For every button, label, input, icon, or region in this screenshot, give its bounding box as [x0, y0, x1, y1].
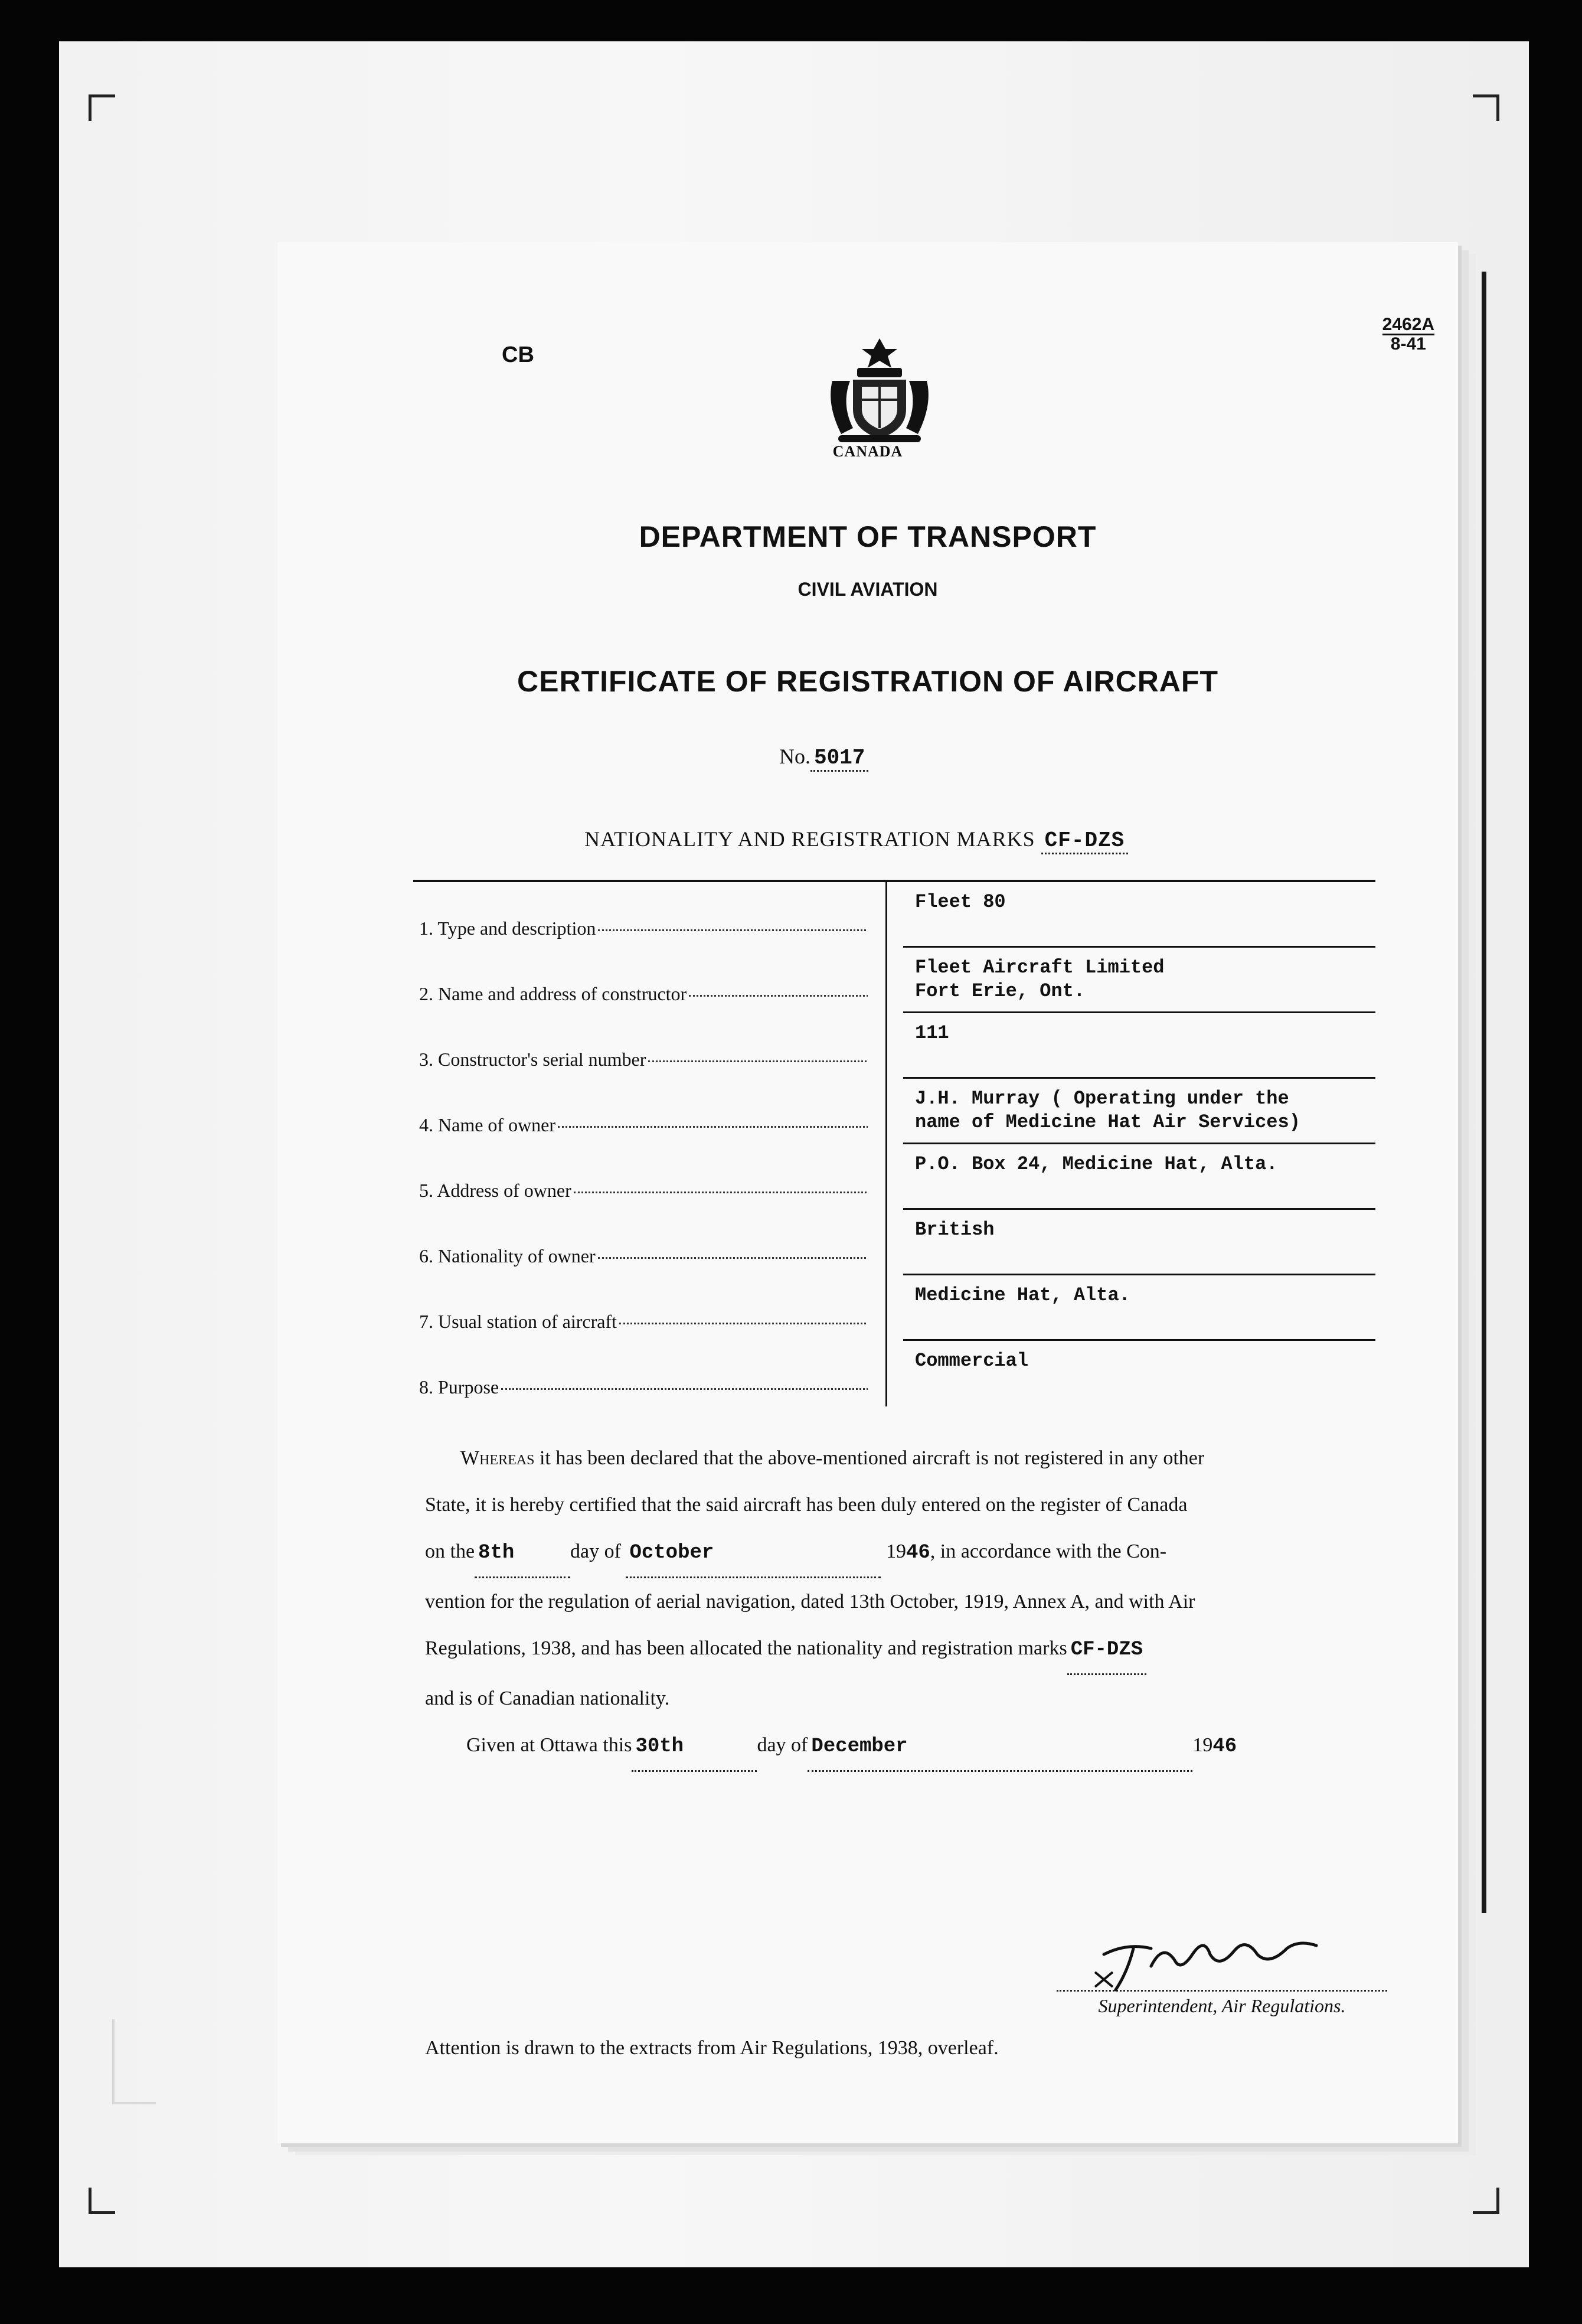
underlying-page-edge: [1482, 272, 1486, 1913]
field-label: 4. Name of owner: [419, 1114, 868, 1136]
declaration-marks: CF-DZS: [1067, 1627, 1146, 1675]
certificate-number: [779, 744, 868, 772]
certificate-document: [277, 242, 1458, 2143]
table-row: [413, 948, 1375, 1013]
form-number: [1382, 316, 1434, 353]
entry-day: 8th: [475, 1530, 570, 1578]
table-row: [413, 1210, 1375, 1275]
field-value: British: [903, 1218, 1375, 1275]
department-title: DEPARTMENT OF TRANSPORT: [639, 520, 1097, 553]
table-row: [413, 882, 1375, 948]
signatory-title: Superintendent, Air Regulations.: [1098, 1995, 1346, 2016]
crop-mark-top-right: [1473, 94, 1499, 121]
certificate-number-value: 5017: [810, 746, 868, 772]
certificate-number-label: No.: [779, 745, 810, 768]
given-year: 46: [1212, 1735, 1237, 1758]
field-value: Medicine Hat, Alta.: [903, 1284, 1375, 1341]
given-month: December: [808, 1724, 1192, 1772]
declaration-paragraph: Whereas it has been declared that the above-mentioned aircraft is not registered in any other State, it is hereby certified that the said aircraft has been duly entered on the register of Canada on the 8th day of October 1946, in accordance with the Con- vention for the regulation of aerial navigation, dated 13th October, 1919, Annex A, and with Air Regulations, 1938, and has been allocated the nationality and registration marks CF-DZS and is of Canadian nationality. Given at Ottawa this 30th day of December 1946: [425, 1435, 1364, 1772]
field-value: Fleet 80: [903, 890, 1375, 948]
signature-line: [1057, 1948, 1387, 1992]
form-number-code: 2462A: [1382, 315, 1434, 334]
registration-marks-label: NATIONALITY AND REGISTRATION MARKS: [584, 827, 1035, 851]
table-row: [413, 1079, 1375, 1144]
form-code: CB: [502, 342, 534, 367]
seal-caption: CANADA: [832, 443, 903, 460]
field-value: Commercial: [915, 1350, 1029, 1372]
signature-block: [1057, 1948, 1387, 2017]
field-value: 111: [903, 1021, 1375, 1079]
registration-marks: [584, 827, 1128, 854]
crop-mark-bottom-right: [1473, 2188, 1499, 2214]
field-value: Fleet Aircraft Limited Fort Erie, Ont.: [903, 956, 1375, 1013]
certificate-title: CERTIFICATE OF REGISTRATION OF AIRCRAFT: [517, 665, 1218, 698]
entry-year: 46: [906, 1542, 930, 1564]
field-value: J.H. Murray ( Operating under the name of Medicine Hat Air Services): [903, 1087, 1375, 1144]
registration-marks-value: CF-DZS: [1041, 828, 1129, 854]
attention-note: Attention is drawn to the extracts from Air Regulations, 1938, overleaf.: [425, 2037, 999, 2059]
table-row: [413, 1144, 1375, 1210]
field-label: 1. Type and description: [419, 918, 868, 939]
field-label: 8. Purpose: [419, 1376, 868, 1398]
field-value: P.O. Box 24, Medicine Hat, Alta.: [903, 1153, 1375, 1210]
table-row: [413, 1341, 1375, 1406]
field-label: 5. Address of owner: [419, 1180, 868, 1202]
handwritten-signature-icon: [1092, 1931, 1352, 1996]
table-row: [413, 1013, 1375, 1079]
aircraft-details-table: [413, 880, 1375, 1406]
canada-coat-of-arms-icon: [821, 334, 939, 446]
field-label: 7. Usual station of aircraft: [419, 1311, 868, 1333]
field-label: 6. Nationality of owner: [419, 1245, 868, 1267]
field-label: 2. Name and address of constructor: [419, 983, 868, 1005]
crop-mark-bottom-left: [89, 2188, 115, 2214]
crop-mark-top-left: [89, 94, 115, 121]
ghost-bracket: [112, 2019, 156, 2104]
table-row: [413, 1275, 1375, 1341]
form-number-date: 8-41: [1382, 334, 1434, 353]
entry-month: October: [626, 1530, 881, 1578]
field-label: 3. Constructor's serial number: [419, 1049, 868, 1070]
given-day: 30th: [632, 1724, 757, 1772]
division-title: CIVIL AVIATION: [797, 579, 938, 600]
